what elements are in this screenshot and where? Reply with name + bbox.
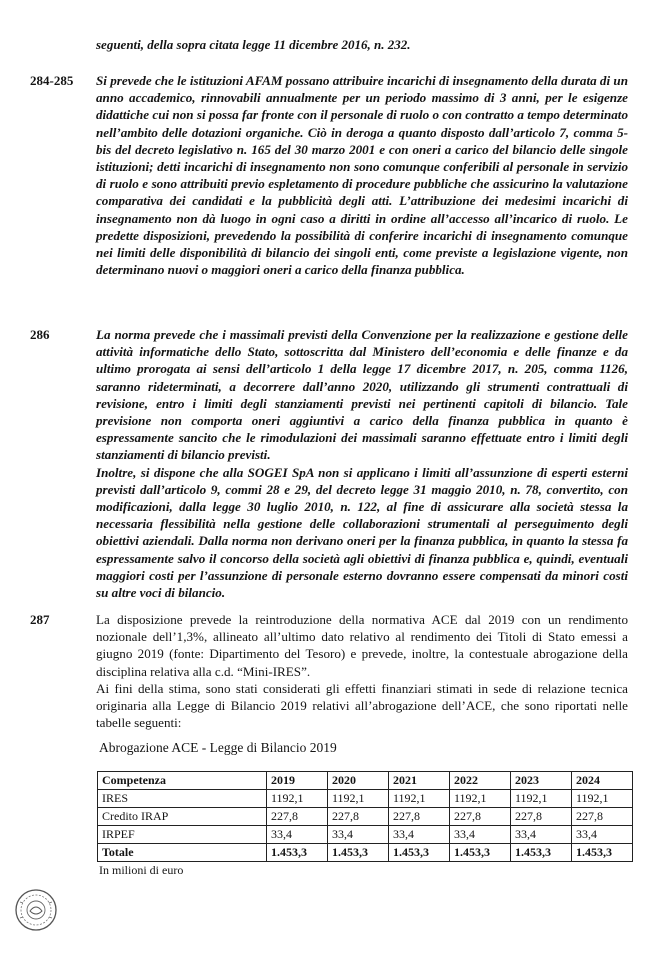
table-cell: 1.453,3 (328, 844, 389, 862)
seal-stamp-icon (12, 887, 60, 933)
row-label: Credito IRAP (98, 808, 267, 826)
table-unit-note: In milioni di euro (99, 863, 184, 877)
table-cell: 33,4 (328, 826, 389, 844)
header-cell: 2022 (450, 772, 511, 790)
table-row (98, 808, 633, 826)
table-cell: 33,4 (267, 826, 328, 844)
table-row (98, 790, 633, 808)
header-cell: 2019 (267, 772, 328, 790)
table-cell: 227,8 (328, 808, 389, 826)
row-label: Totale (98, 844, 267, 862)
section-number: 284-285 (30, 73, 74, 88)
table-cell: 33,4 (389, 826, 450, 844)
header-cell: 2021 (389, 772, 450, 790)
header-cell: 2020 (328, 772, 389, 790)
section-text (96, 72, 628, 278)
table-cell: 1192,1 (328, 790, 389, 808)
table-cell: 1192,1 (511, 790, 572, 808)
table-total-row (98, 844, 633, 862)
table-cell: 1.453,3 (267, 844, 328, 862)
table-cell: 33,4 (511, 826, 572, 844)
table-cell: 1.453,3 (450, 844, 511, 862)
table-caption: Abrogazione ACE - Legge di Bilancio 2019 (99, 740, 337, 755)
table-cell: 33,4 (450, 826, 511, 844)
table-cell: 1192,1 (450, 790, 511, 808)
row-label: IRES (98, 790, 267, 808)
header-cell: 2023 (511, 772, 572, 790)
section-number: 287 (30, 612, 50, 627)
table-cell: 1.453,3 (389, 844, 450, 862)
continued-line: seguenti, della sopra citata legge 11 dicembre 2016, n. 232. (96, 37, 411, 52)
table-cell: 227,8 (267, 808, 328, 826)
table-cell: 1.453,3 (511, 844, 572, 862)
section-text (96, 611, 628, 731)
ace-table (97, 771, 633, 862)
paragraph: La norma prevede che i massimali previsti della Convenzione per la realizzazione e gestione delle attività informatiche dello Stato, sottoscritta dal Ministero dell’economia e delle finanze e da ultimo prorogata ai sensi dell’articolo 1 della legge 17 dicembre 2017, n. 205, comma 1126, saranno rideterminati, a decorrere dall’anno 2020, utilizzando gli strumenti contrattuali di revisione, entro i limiti degli stanziamenti previsti nei pertinenti capitoli di bilancio. Tale previsione non comporta oneri aggiuntivi a carico della finanza pubblica in quanto è espressamente sancito che le rimodulazioni dei massimali saranno effettuate entro i limiti degli stanziamenti di bilancio previsti. (96, 327, 628, 463)
section-text (96, 326, 628, 601)
table-cell: 227,8 (511, 808, 572, 826)
table-cell: 227,8 (389, 808, 450, 826)
header-cell: Competenza (98, 772, 267, 790)
paragraph: Inoltre, si dispone che alla SOGEI SpA non si applicano i limiti all’assunzione di esperti esterni previsti dall’articolo 9, commi 28 e 29, del decreto legge 31 maggio 2010, n. 78, convertito, con modificazioni, dalla legge 30 luglio 2010, n. 122, al fine di assicurare alla società stessa la necessaria flessibilità nella gestione delle collaborazioni strumentali al perseguimento degli obiettivi aziendali. Dalla norma non derivano oneri per la finanza pubblica, in quanto la stessa fa espressamente salvo il concorso della società agli obiettivi di finanza pubblica e, quindi, eventuali maggiori costi per l’assunzione di personale esterno dovranno essere compensati da minori costi su altre voci di bilancio. (96, 464, 628, 601)
paragraph: La disposizione prevede la reintroduzione della normativa ACE dal 2019 con un rendimento nozionale dell’1,3%, allineato all’ultimo dato relativo al rendimento dei Titoli di Stato emessi a giugno 2019 (fonte: Dipartimento del Tesoro) e prevede, inoltre, la contestuale abrogazione della disciplina relativa alla c.d. “Mini-IRES”. (96, 612, 628, 679)
table-cell: 1192,1 (267, 790, 328, 808)
header-cell: 2024 (572, 772, 633, 790)
row-label: IRPEF (98, 826, 267, 844)
table-cell: 1192,1 (389, 790, 450, 808)
paragraph: Si prevede che le istituzioni AFAM possano attribuire incarichi di insegnamento della durata di un anno accademico, rinnovabili annualmente per un periodo massimo di 3 anni, per le esigenze didattiche cui non si possa far fronte con il personale di ruolo o con contratto a tempo determinato nell’ambito delle dotazioni organiche. Ciò in deroga a quanto disposto dall’articolo 7, comma 5-bis del decreto legislativo n. 165 del 30 marzo 2001 e con oneri a carico del bilancio delle singole istituzioni; detti incarichi di insegnamento non sono comunque conferibili al personale in servizio di ruolo e sono attribuiti previo espletamento di procedure pubbliche che assicurino la valutazione comparativa dei candidati e la pubblicità degli atti. L’attribuzione dei medesimi incarichi di insegnamento non dà luogo in ogni caso a diritti in ordine all’accesso all’incarico di ruolo. Le predette disposizioni, prevedendo la possibilità di conferire incarichi di insegnamento comunque nei limiti delle disponibilità di bilancio dei singoli enti, come previste a legislazione vigente, non determinano nuovi o maggiori oneri a carico della finanza pubblica. (96, 73, 628, 278)
table-cell: 33,4 (572, 826, 633, 844)
table-cell: 1192,1 (572, 790, 633, 808)
table-cell: 227,8 (572, 808, 633, 826)
table-cell: 227,8 (450, 808, 511, 826)
section-number: 286 (30, 327, 50, 342)
table-header-row (98, 772, 633, 790)
table-row (98, 826, 633, 844)
table-cell: 1.453,3 (572, 844, 633, 862)
paragraph: Ai fini della stima, sono stati considerati gli effetti finanziari stimati in sede di relazione tecnica originaria alla Legge di Bilancio 2019 relativi all’abrogazione dell’ACE, che sono riportati nelle tabelle seguenti: (96, 680, 628, 731)
